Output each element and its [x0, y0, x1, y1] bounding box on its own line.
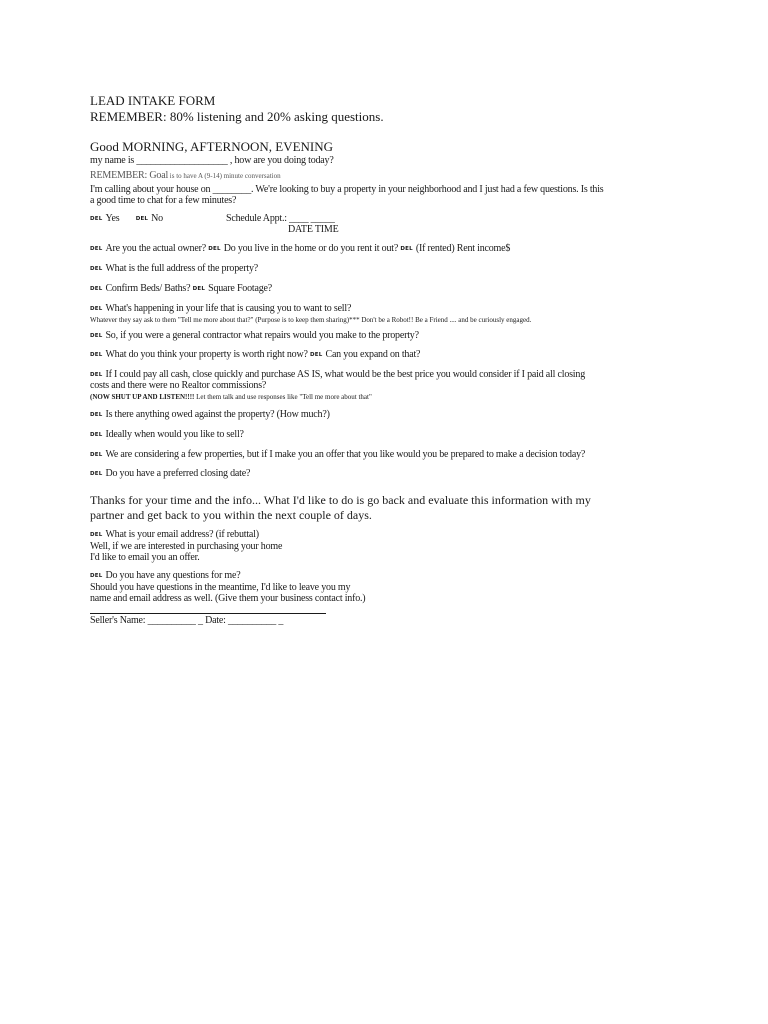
del-marker: DEL	[192, 286, 206, 292]
divider	[90, 613, 326, 614]
leave-line-1: Should you have questions in the meantime, I'd like to leave you my	[90, 582, 351, 593]
del-marker: DEL	[90, 266, 103, 272]
goal-text: is to have A (9-14) minute conversation	[168, 172, 281, 180]
question-ideally: Ideally when would you like to sell?	[105, 429, 244, 440]
greeting-line: Good MORNING, AFTERNOON, EVENING	[90, 139, 334, 154]
del-marker: DEL	[135, 216, 149, 222]
question-happening: What's happening in your life that is causing you to want to sell?	[105, 303, 352, 314]
form-title: LEAD INTAKE FORM	[90, 93, 216, 108]
goal-line	[90, 166, 281, 182]
calling-line-1: I'm calling about your house on ________. We're looking to buy a property in your neighborhood and I just had a few questions. Is this	[90, 184, 604, 195]
del-marker: DEL	[90, 573, 103, 579]
leave-line-2: name and email address as well. (Give them your business contact info.)	[90, 593, 366, 604]
del-marker: DEL	[90, 352, 103, 358]
question-cash-note	[90, 394, 372, 401]
del-marker: DEL	[208, 246, 221, 252]
question-considering: We are considering a few properties, but if I make you an offer that you like would you be prepared to make a decision today?	[105, 449, 586, 460]
question-cash-line-1: If I could pay all cash, close quickly and purchase AS IS, what would be the best price you would consider if I paid all closing	[105, 369, 585, 380]
del-marker: DEL	[310, 352, 323, 358]
question-beds-row	[90, 284, 272, 294]
schedule-appt: Schedule Appt.: ____ _____	[226, 213, 335, 224]
question-expand: Can you expand on that?	[325, 349, 421, 360]
question-owner: Are you the actual owner?	[105, 243, 206, 254]
del-marker: DEL	[90, 452, 103, 458]
question-cash-row	[90, 370, 585, 380]
question-questions-row	[90, 571, 240, 581]
date-time-label: DATE TIME	[288, 224, 339, 235]
goal-label: REMEMBER: Goal	[90, 170, 169, 181]
email-line-2: I'd like to email you an offer.	[90, 552, 200, 563]
question-owed-row	[90, 410, 330, 420]
del-marker: DEL	[90, 333, 103, 339]
email-line-1: Well, if we are interested in purchasing your home	[90, 541, 283, 552]
thanks-line-2: partner and get back to you within the next couple of days.	[90, 508, 372, 522]
question-cash-line-2: costs and there were no Realtor commissions?	[90, 380, 267, 391]
question-live: Do you live in the home or do you rent it out?	[223, 243, 399, 254]
del-marker: DEL	[90, 306, 103, 312]
thanks-line-1: Thanks for your time and the info... What I'd like to do is go back and evaluate this information with my	[90, 493, 591, 507]
question-happening-row	[90, 304, 351, 314]
question-cash-note-text: Let them talk and use responses like "Tell me more about that"	[194, 393, 372, 401]
question-address-row	[90, 264, 258, 274]
yes-no-row	[90, 214, 163, 224]
name-line: my name is ___________________ , how are you doing today?	[90, 155, 334, 166]
del-marker: DEL	[90, 216, 103, 222]
question-address: What is the full address of the property?	[105, 263, 259, 274]
calling-line-2: a good time to chat for a few minutes?	[90, 195, 237, 206]
question-beds: Confirm Beds/ Baths?	[105, 283, 191, 294]
reminder-line: REMEMBER: 80% listening and 20% asking questions.	[90, 109, 384, 124]
del-marker: DEL	[90, 286, 103, 292]
question-questions: Do you have any questions for me?	[105, 570, 241, 581]
question-owner-row	[90, 244, 510, 254]
del-marker: DEL	[90, 372, 103, 378]
question-owed: Is there anything owed against the property? (How much?)	[105, 409, 330, 420]
del-marker: DEL	[90, 432, 103, 438]
question-rented: (If rented) Rent income$	[415, 243, 511, 254]
question-worth-row	[90, 350, 420, 360]
question-email: What is your email address? (if rebuttal)	[105, 529, 259, 540]
question-closing-row	[90, 469, 250, 479]
del-marker: DEL	[90, 246, 103, 252]
question-repairs: So, if you were a general contractor what repairs would you make to the property?	[105, 330, 419, 341]
question-closing: Do you have a preferred closing date?	[105, 468, 251, 479]
question-footage: Square Footage?	[208, 283, 273, 294]
question-considering-row	[90, 450, 585, 460]
del-marker: DEL	[90, 412, 103, 418]
yes-option: Yes	[105, 213, 120, 224]
question-ideally-row	[90, 430, 244, 440]
del-marker: DEL	[90, 532, 103, 538]
seller-line: Seller's Name: __________ _ Date: __________ _	[90, 615, 284, 626]
question-email-row	[90, 530, 259, 540]
question-repairs-row	[90, 331, 419, 341]
no-option: No	[151, 213, 163, 224]
del-marker: DEL	[90, 471, 103, 477]
question-happening-note: Whatever they say ask to them "Tell me more about that?" (Purpose is to keep them sharing)*** Don't be a Robot!! Be a Friend .... and be curiously engaged.	[90, 316, 532, 324]
shut-up-listen: (NOW SHUT UP AND LISTEN!!!!	[90, 393, 195, 401]
question-worth: What do you think your property is worth right now?	[105, 349, 308, 360]
del-marker: DEL	[400, 246, 413, 252]
